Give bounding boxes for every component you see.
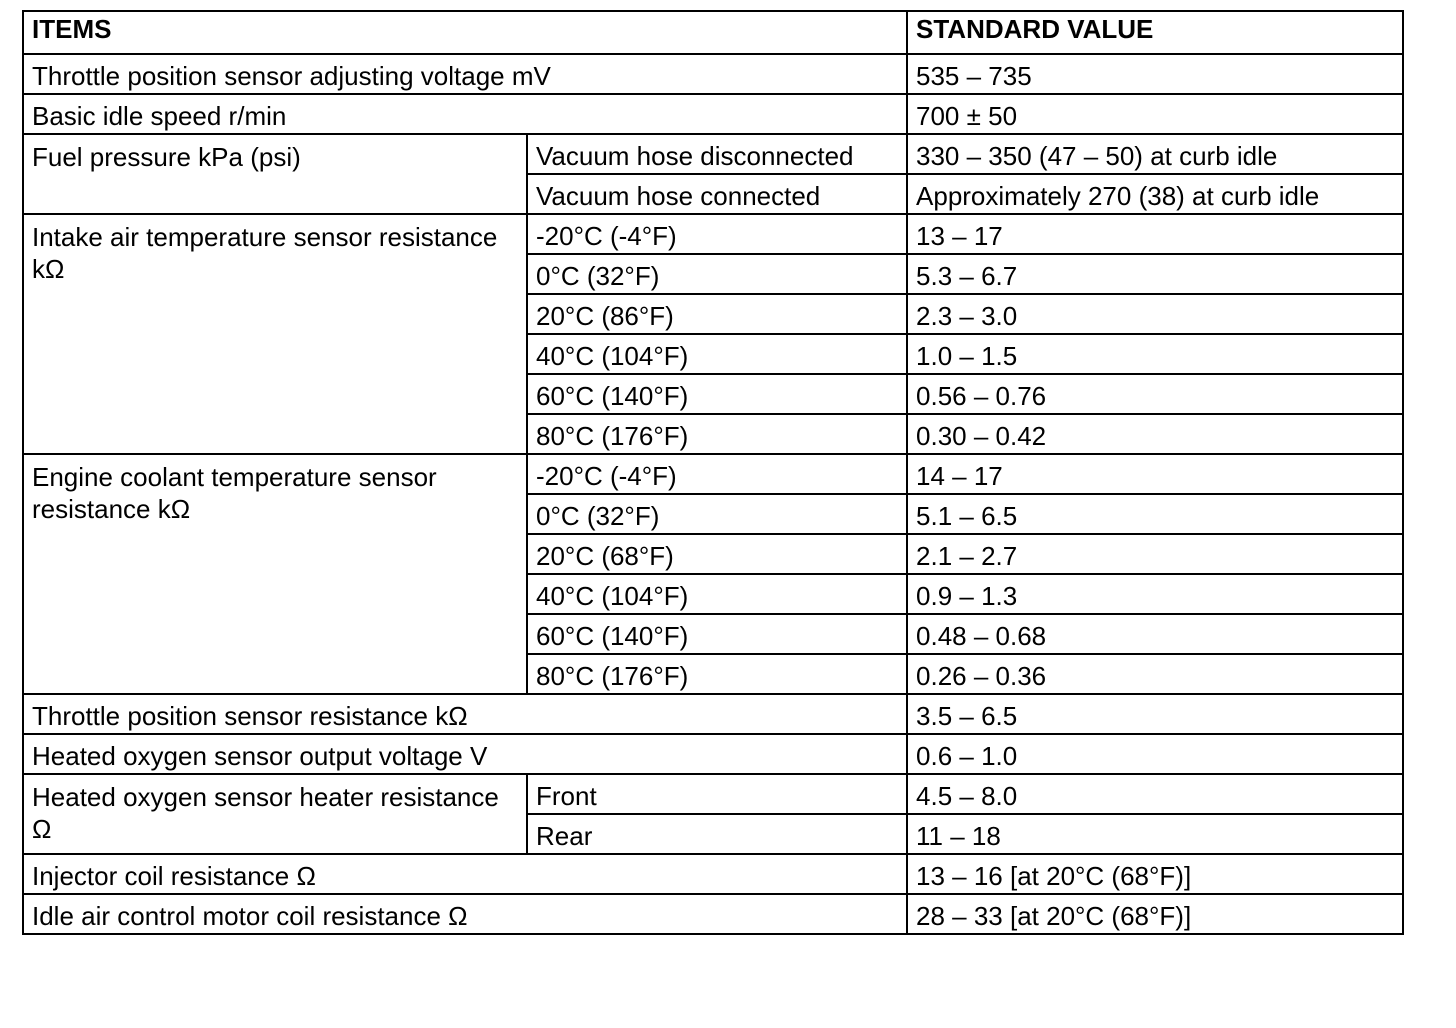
- item-cell: Throttle position sensor adjusting voltage mV: [23, 54, 907, 94]
- item-cell: Heated oxygen sensor heater resistance Ω: [23, 774, 527, 854]
- table-header-row: [23, 11, 1403, 54]
- item-cell: Idle air control motor coil resistance Ω: [23, 894, 907, 934]
- value-cell: 2.1 – 2.7: [907, 534, 1403, 574]
- table-row: [23, 894, 1403, 934]
- table-row: [23, 94, 1403, 134]
- value-cell: 2.3 – 3.0: [907, 294, 1403, 334]
- item-cell: Intake air temperature sensor resistance kΩ: [23, 214, 527, 454]
- standard-value-table: [22, 10, 1404, 935]
- table-row: [23, 54, 1403, 94]
- condition-cell: 80°C (176°F): [527, 414, 907, 454]
- condition-cell: Vacuum hose connected: [527, 174, 907, 214]
- condition-cell: 80°C (176°F): [527, 654, 907, 694]
- value-cell: 0.9 – 1.3: [907, 574, 1403, 614]
- table-row: [23, 854, 1403, 894]
- value-cell: 0.56 – 0.76: [907, 374, 1403, 414]
- value-cell: 5.3 – 6.7: [907, 254, 1403, 294]
- value-cell: 0.6 – 1.0: [907, 734, 1403, 774]
- condition-cell: 0°C (32°F): [527, 494, 907, 534]
- condition-cell: Vacuum hose disconnected: [527, 134, 907, 174]
- condition-cell: 40°C (104°F): [527, 334, 907, 374]
- table-row: [23, 134, 1403, 174]
- value-cell: 14 – 17: [907, 454, 1403, 494]
- value-cell: 330 – 350 (47 – 50) at curb idle: [907, 134, 1403, 174]
- value-cell: 0.30 – 0.42: [907, 414, 1403, 454]
- value-cell: 0.48 – 0.68: [907, 614, 1403, 654]
- item-cell: Heated oxygen sensor output voltage V: [23, 734, 907, 774]
- condition-cell: -20°C (-4°F): [527, 214, 907, 254]
- header-items: ITEMS: [23, 11, 907, 54]
- value-cell: 13 – 16 [at 20°C (68°F)]: [907, 854, 1403, 894]
- spec-sheet: [22, 10, 1402, 935]
- value-cell: 11 – 18: [907, 814, 1403, 854]
- value-cell: 13 – 17: [907, 214, 1403, 254]
- item-cell: Engine coolant temperature sensor resistance kΩ: [23, 454, 527, 694]
- condition-cell: -20°C (-4°F): [527, 454, 907, 494]
- value-cell: 3.5 – 6.5: [907, 694, 1403, 734]
- table-row: [23, 734, 1403, 774]
- condition-cell: Rear: [527, 814, 907, 854]
- value-cell: 1.0 – 1.5: [907, 334, 1403, 374]
- condition-cell: Front: [527, 774, 907, 814]
- condition-cell: 20°C (86°F): [527, 294, 907, 334]
- condition-cell: 0°C (32°F): [527, 254, 907, 294]
- condition-cell: 20°C (68°F): [527, 534, 907, 574]
- item-cell: Fuel pressure kPa (psi): [23, 134, 527, 214]
- table-row: [23, 694, 1403, 734]
- condition-cell: 60°C (140°F): [527, 614, 907, 654]
- table-row: [23, 214, 1403, 254]
- header-standard-value: STANDARD VALUE: [907, 11, 1403, 54]
- item-cell: Injector coil resistance Ω: [23, 854, 907, 894]
- condition-cell: 60°C (140°F): [527, 374, 907, 414]
- item-cell: Throttle position sensor resistance kΩ: [23, 694, 907, 734]
- value-cell: 5.1 – 6.5: [907, 494, 1403, 534]
- item-cell: Basic idle speed r/min: [23, 94, 907, 134]
- table-row: [23, 454, 1403, 494]
- value-cell: 535 – 735: [907, 54, 1403, 94]
- value-cell: 700 ± 50: [907, 94, 1403, 134]
- value-cell: 4.5 – 8.0: [907, 774, 1403, 814]
- table-row: [23, 774, 1403, 814]
- condition-cell: 40°C (104°F): [527, 574, 907, 614]
- value-cell: 0.26 – 0.36: [907, 654, 1403, 694]
- value-cell: 28 – 33 [at 20°C (68°F)]: [907, 894, 1403, 934]
- value-cell: Approximately 270 (38) at curb idle: [907, 174, 1403, 214]
